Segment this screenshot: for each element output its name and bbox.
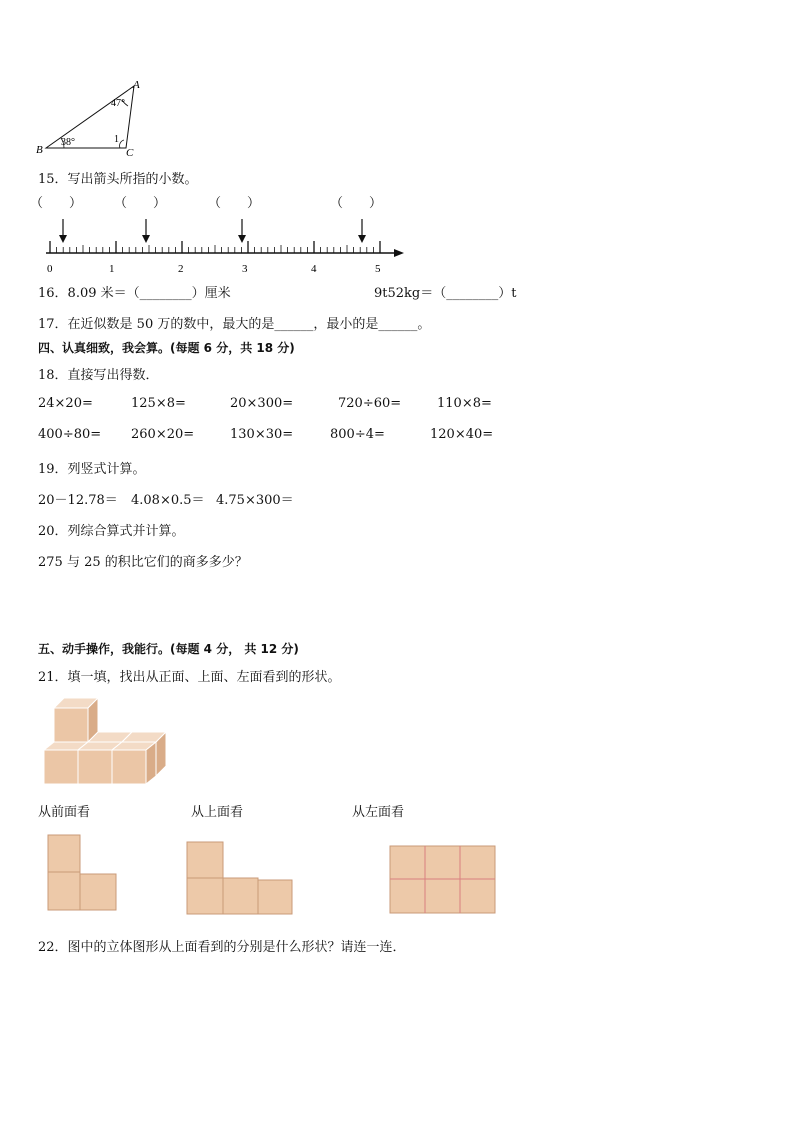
view-label-top: 从上面看 (191, 805, 244, 820)
q15-bracket-4: （ ） (330, 196, 383, 211)
q19-item-1: 20－12.78＝ (38, 493, 118, 508)
q15-bracket-3: （ ） (208, 196, 261, 211)
tick-label-4: 4 (311, 263, 317, 275)
number-line-arrowhead (394, 249, 404, 257)
q18-r2c4: 800÷4= (330, 427, 385, 442)
pointer-arrow-4 (358, 219, 366, 243)
number-line (36, 214, 408, 276)
q18-r1c2: 125×8= (131, 396, 186, 411)
q18-r1c1: 24×20= (38, 396, 93, 411)
q17-text: 17．在近似数是 50 万的数中，最大的是______，最小的是______。 (38, 317, 431, 332)
q15-bracket-1: （ ） (30, 196, 83, 211)
angle-1: 1 (114, 134, 119, 145)
view-label-left: 从左面看 (352, 805, 405, 820)
left-view-shape (389, 845, 497, 915)
q18-r2c5: 120×40= (430, 427, 494, 442)
q19-item-2: 4.08×0.5＝ (131, 493, 205, 508)
q18-text: 18．直接写出得数． (38, 368, 159, 383)
pointer-arrow-1 (59, 219, 67, 243)
q18-r1c4: 720÷60= (338, 396, 402, 411)
tick-label-3: 3 (242, 263, 248, 275)
tick-label-2: 2 (178, 263, 184, 275)
q20-text: 20．列综合算式并计算。 (38, 524, 185, 539)
pointer-arrow-3 (238, 219, 246, 243)
view-label-front: 从前面看 (38, 805, 91, 820)
tick-label-5: 5 (375, 263, 381, 275)
q18-r2c1: 400÷80= (38, 427, 102, 442)
triangle-shape (46, 86, 134, 148)
q18-r2c2: 260×20= (131, 427, 195, 442)
q22-text: 22．图中的立体图形从上面看到的分别是什么形状？请连一连． (38, 940, 406, 955)
pointer-arrow-2 (142, 219, 150, 243)
q20-problem: 275 与 25 的积比它们的商多多少？ (38, 555, 248, 570)
tick-label-0: 0 (47, 263, 53, 275)
front-view-shape (47, 834, 119, 914)
q19-item-3: 4.75×300＝ (216, 493, 294, 508)
triangle-figure (34, 78, 144, 160)
q15-text: 15．写出箭头所指的小数。 (38, 172, 198, 187)
vertex-a: A (133, 79, 140, 91)
q18-r2c3: 130×30= (230, 427, 294, 442)
q19-text: 19．列竖式计算。 (38, 462, 146, 477)
section5-heading: 五、动手操作，我能行。(每题 4 分， 共 12 分) (38, 642, 299, 656)
tick-label-1: 1 (109, 263, 115, 275)
q16-right: 9t52kg＝（________）t (374, 286, 517, 301)
top-view-shape (186, 841, 294, 916)
q15-bracket-2: （ ） (114, 196, 167, 211)
q18-r1c5: 110×8= (437, 396, 492, 411)
angle-b: 38° (61, 137, 75, 148)
vertex-b: B (36, 144, 43, 156)
cube-solid (40, 694, 172, 788)
q16-left: 16．8.09 米＝（________）厘米 (38, 286, 231, 301)
q21-text: 21．填一填，找出从正面、上面、左面看到的形状。 (38, 670, 341, 685)
section4-heading: 四、认真细致，我会算。(每题 6 分，共 18 分) (38, 341, 295, 355)
vertex-c: C (126, 147, 134, 159)
q18-r1c3: 20×300= (230, 396, 294, 411)
angle-a: 47° (111, 98, 125, 109)
